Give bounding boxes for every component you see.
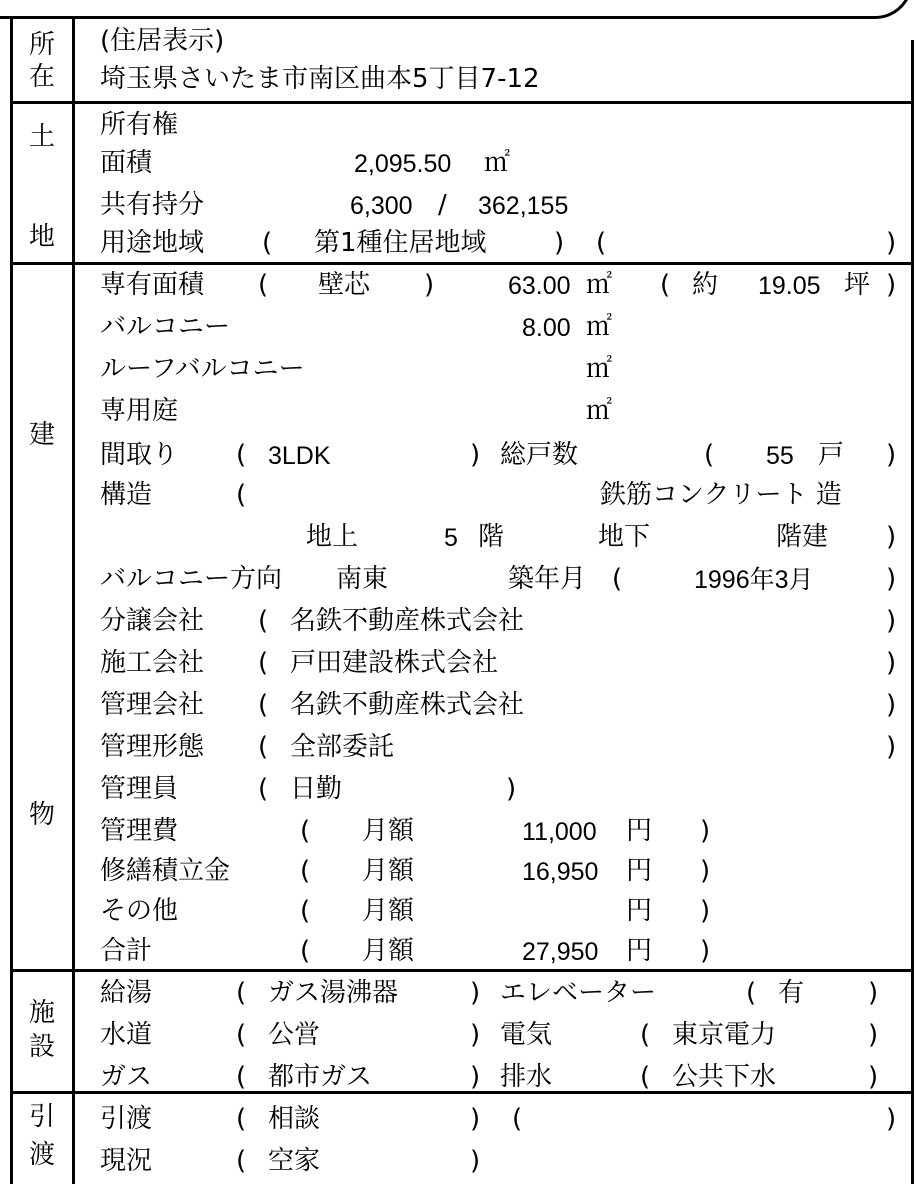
fee-row-close: ) [700,936,711,966]
current-status-open: ( [236,1146,247,1176]
total-units-unit: 戸 [818,440,845,470]
zoning-value: 第1種住居地域 [314,228,487,258]
hot-water-close: ) [470,978,481,1008]
current-status-label: 現況 [100,1146,153,1176]
water-open: ( [236,1020,247,1050]
gas-label: ガス [100,1062,153,1092]
floor-plan-open: ( [236,440,247,470]
elevator-value: 有 [778,978,805,1008]
handover-open: ( [236,1104,247,1134]
fee-row-open: ( [300,816,311,846]
gas-close: ) [470,1062,481,1092]
exclusive-area-unit: ㎡ [586,270,613,300]
land-share-numerator: 6,300 [350,192,413,220]
tsubo-open: ( [660,270,671,300]
manager-staff-label: 管理員 [100,774,179,804]
balcony-label: バルコニー [100,312,231,342]
fee-row-amount: 27,950 [522,938,599,966]
land-share-separator: / [438,190,447,220]
floors-built-label: 階建 [776,522,829,552]
tsubo-close: ) [886,270,897,300]
seller-label: 分譲会社 [100,606,205,636]
zoning-close-2: ) [886,228,897,258]
tsubo-unit: 坪 [844,270,871,300]
fee-row-unit: 円 [626,816,653,846]
section-label-land-1: 土 [28,122,55,152]
fee-row-amount: 16,950 [522,858,599,886]
land-rights: 所有権 [100,110,179,140]
balcony-direction-value: 南東 [336,564,389,594]
fee-row-close: ) [700,816,711,846]
elevator-open: ( [746,978,757,1008]
floors-above-value: 5 [444,524,458,552]
fee-row-unit: 円 [626,936,653,966]
floors-above-unit: 階 [478,522,505,552]
fee-row-period: 月額 [362,896,415,926]
management-company-label: 管理会社 [100,690,205,720]
current-status-close: ) [470,1146,481,1176]
address-header: (住居表示) [100,26,225,56]
management-company-open: ( [258,690,269,720]
management-form-close: ) [886,732,897,762]
management-company-value: 名鉄不動産株式会社 [290,690,525,720]
exclusive-area-close: ) [424,270,435,300]
management-company-close: ) [886,690,897,720]
hot-water-value: ガス湯沸器 [268,978,399,1008]
water-close: ) [470,1020,481,1050]
section-label-location-2: 在 [28,62,55,92]
exclusive-area-basis: 壁芯 [318,270,371,300]
zoning-label: 用途地域 [100,228,205,258]
structure-open: ( [236,480,247,510]
structure-label: 構造 [100,480,153,510]
section-label-building-2: 物 [28,800,55,830]
electricity-label: 電気 [500,1020,553,1050]
structure-value: 鉄筋コンクリート 造 [600,480,842,510]
hot-water-open: ( [236,978,247,1008]
hot-water-label: 給湯 [100,978,153,1008]
section-label-handover-1: 引 [28,1102,55,1132]
floors-below-label: 地下 [598,522,651,552]
fee-row-period: 月額 [362,936,415,966]
drainage-close: ) [868,1062,879,1092]
manager-staff-open: ( [258,774,269,804]
land-area-value: 2,095.50 [354,150,452,178]
built-date-close: ) [886,564,897,594]
seller-open: ( [258,606,269,636]
elevator-close: ) [868,978,879,1008]
fee-row-label: 修繕積立金 [100,856,231,886]
fee-row-open: ( [300,856,311,886]
built-date-open: ( [612,564,623,594]
divider-building [10,969,914,972]
zoning-open-2: ( [596,228,607,258]
fee-row-label: 合計 [100,936,153,966]
contractor-label: 施工会社 [100,648,205,678]
section-label-building-1: 建 [28,420,55,450]
fee-row-unit: 円 [626,896,653,926]
fee-row-period: 月額 [362,816,415,846]
built-date-value: 1996年3月 [694,566,814,594]
floor-plan-value: 3LDK [268,442,331,470]
roof-balcony-unit: ㎡ [586,354,613,384]
handover-value: 相談 [268,1104,321,1134]
elevator-label: エレベーター [500,978,657,1008]
section-label-location-1: 所 [28,30,55,60]
floor-plan-label: 間取り [100,440,179,470]
balcony-direction-label: バルコニー方向 [100,564,283,594]
total-units-value: 55 [766,442,794,470]
fee-row-amount: 11,000 [522,818,597,846]
divider-land [10,262,914,265]
electricity-open: ( [640,1020,651,1050]
fee-row-close: ) [700,896,711,926]
land-area-unit: ㎡ [484,148,511,178]
exclusive-area-label: 専有面積 [100,270,205,300]
fee-row-close: ) [700,856,711,886]
contractor-open: ( [258,648,269,678]
balcony-value: 8.00 [522,314,571,342]
fee-row-open: ( [300,896,311,926]
fee-row-period: 月額 [362,856,415,886]
handover-open-2: ( [512,1104,523,1134]
handover-close-2: ) [886,1104,897,1134]
right-border [911,40,914,1184]
management-form-label: 管理形態 [100,732,205,762]
management-form-value: 全部委託 [290,732,395,762]
address-value: 埼玉県さいたま市南区曲本5丁目7-12 [100,64,540,94]
gas-value: 都市ガス [268,1062,373,1092]
total-units-close: ) [886,440,897,470]
structure-close: ) [886,522,897,552]
section-label-facilities-1: 施 [28,998,55,1028]
seller-value: 名鉄不動産株式会社 [290,606,525,636]
tsubo-approx: 約 [692,270,719,300]
land-share-denominator: 362,155 [478,192,569,220]
water-value: 公営 [268,1020,321,1050]
land-share-label: 共有持分 [100,190,205,220]
section-label-handover-2: 渡 [28,1140,55,1170]
top-border [0,0,913,19]
manager-staff-value: 日勤 [290,774,343,804]
electricity-value: 東京電力 [672,1020,777,1050]
fee-row-unit: 円 [626,856,653,886]
electricity-close: ) [868,1020,879,1050]
balcony-unit: ㎡ [586,312,613,342]
land-area-label: 面積 [100,148,153,178]
floor-plan-close: ) [470,440,481,470]
tsubo-value: 19.05 [758,272,821,300]
floors-above-label: 地上 [306,522,359,552]
drainage-open: ( [640,1062,651,1092]
handover-close: ) [470,1104,481,1134]
section-label-land-2: 地 [28,222,55,252]
drainage-label: 排水 [500,1062,553,1092]
current-status-value: 空家 [268,1146,321,1176]
management-form-open: ( [258,732,269,762]
handover-label: 引渡 [100,1104,153,1134]
total-units-open: ( [704,440,715,470]
fee-row-open: ( [300,936,311,966]
zoning-close: ) [554,228,565,258]
seller-close: ) [886,606,897,636]
fee-row-label: 管理費 [100,816,179,846]
roof-balcony-label: ルーフバルコニー [100,354,305,384]
exclusive-area-value: 63.00 [508,272,571,300]
private-garden-label: 専用庭 [100,396,179,426]
zoning-open: ( [262,228,273,258]
water-label: 水道 [100,1020,153,1050]
fee-row-label: その他 [100,896,179,926]
built-date-label: 築年月 [508,564,587,594]
drainage-value: 公共下水 [672,1062,777,1092]
total-units-label: 総戸数 [500,440,579,470]
contractor-close: ) [886,648,897,678]
section-label-facilities-2: 設 [28,1032,55,1062]
private-garden-unit: ㎡ [586,396,613,426]
manager-staff-close: ) [506,774,517,804]
contractor-value: 戸田建設株式会社 [290,648,499,678]
divider-location [10,101,914,104]
exclusive-area-open: ( [258,270,269,300]
gas-open: ( [236,1062,247,1092]
